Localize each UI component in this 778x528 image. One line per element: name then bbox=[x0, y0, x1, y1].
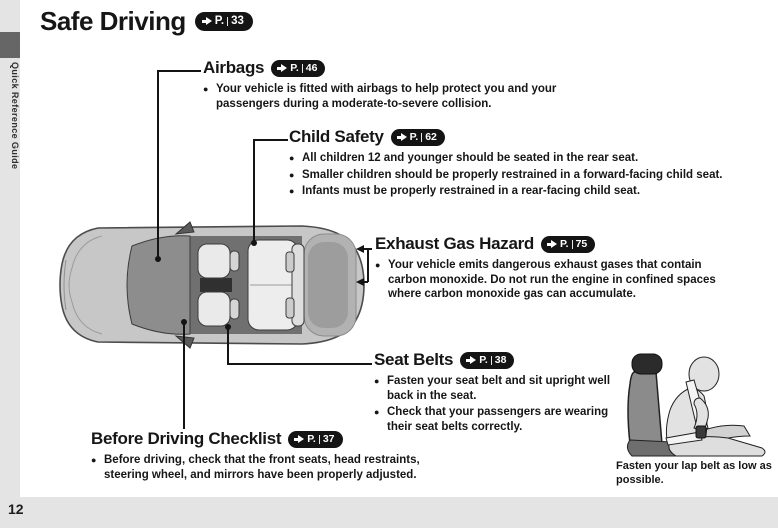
page-title-row bbox=[40, 6, 253, 37]
page-number: 12 bbox=[8, 501, 24, 517]
ref-page: 62 bbox=[425, 130, 437, 143]
section-exhaust-gas-hazard bbox=[375, 234, 740, 304]
ref-divider bbox=[572, 240, 573, 249]
ref-prefix: P. bbox=[560, 237, 569, 250]
arrow-right-icon bbox=[466, 356, 476, 365]
ref-page: 38 bbox=[494, 353, 507, 366]
section-title: Before Driving Checklist bbox=[91, 429, 282, 448]
ref-divider bbox=[319, 435, 320, 444]
seat-belt-figure bbox=[616, 352, 774, 487]
ref-divider bbox=[227, 17, 228, 26]
section-before-driving-checklist bbox=[91, 429, 431, 484]
bullet-item: ● Before driving, check that the front seats, head restraints, steering wheel, and mirrors have been properly adjusted. bbox=[91, 453, 421, 482]
section-airbags bbox=[203, 58, 578, 113]
ref-prefix: P. bbox=[409, 130, 419, 143]
ref-prefix: P. bbox=[290, 61, 299, 74]
page-ref-badge[interactable] bbox=[288, 431, 342, 448]
page-ref-badge[interactable] bbox=[271, 60, 325, 77]
section-title: Airbags bbox=[203, 58, 265, 77]
lap-belt-illustration bbox=[616, 352, 772, 458]
ref-page: 33 bbox=[231, 15, 244, 27]
bullet-item: ● Infants must be properly restrained in a rear-facing child seat. bbox=[289, 184, 739, 199]
ref-prefix: P. bbox=[214, 15, 225, 27]
bullet-item: ● Fasten your seat belt and sit upright well back in the seat. bbox=[374, 374, 619, 403]
page-ref-badge-title[interactable] bbox=[195, 12, 253, 31]
car-top-view-illustration bbox=[56, 220, 368, 350]
sidebar bbox=[0, 0, 20, 528]
sidebar-label: Quick Reference Guide bbox=[10, 62, 20, 170]
bullet-item: ● Smaller children should be properly restrained in a forward-facing child seat. bbox=[289, 168, 739, 183]
arrow-right-icon bbox=[547, 240, 557, 249]
section-title: Seat Belts bbox=[374, 350, 454, 369]
arrow-right-icon bbox=[294, 435, 304, 444]
section-seat-belts bbox=[374, 350, 624, 436]
ref-page: 37 bbox=[322, 432, 335, 445]
page-ref-badge[interactable] bbox=[391, 129, 445, 146]
bullet-item: ● All children 12 and younger should be seated in the rear seat. bbox=[289, 151, 739, 166]
arrow-right-icon bbox=[397, 133, 407, 142]
bullet-item: ● Your vehicle is fitted with airbags to help protect you and your passengers during a moderate-to-severe collision. bbox=[203, 82, 571, 111]
arrow-right-icon bbox=[277, 64, 287, 73]
ref-prefix: P. bbox=[479, 353, 488, 366]
ref-page: 46 bbox=[305, 61, 318, 74]
chapter-tab[interactable] bbox=[0, 32, 20, 58]
ref-divider bbox=[491, 356, 492, 365]
ref-prefix: P. bbox=[307, 432, 316, 445]
page-ref-badge[interactable] bbox=[541, 236, 595, 253]
ref-page: 75 bbox=[575, 237, 588, 250]
section-title: Child Safety bbox=[289, 127, 384, 146]
ref-divider bbox=[421, 133, 422, 142]
ref-divider bbox=[302, 64, 303, 73]
page-title: Safe Driving bbox=[40, 6, 186, 36]
figure-caption: Fasten your lap belt as low as possible. bbox=[616, 460, 772, 486]
section-title: Exhaust Gas Hazard bbox=[375, 234, 534, 253]
bullet-item: ● Your vehicle emits dangerous exhaust gases that contain carbon monoxide. Do not run the engine in confined spaces where carbon monoxide gas can accumulate. bbox=[375, 258, 733, 302]
footer-bar bbox=[0, 497, 778, 528]
arrow-right-icon bbox=[202, 17, 212, 26]
bullet-item: ● Check that your passengers are wearing their seat belts correctly. bbox=[374, 405, 619, 434]
section-child-safety bbox=[289, 127, 749, 201]
page-ref-badge[interactable] bbox=[460, 352, 514, 369]
